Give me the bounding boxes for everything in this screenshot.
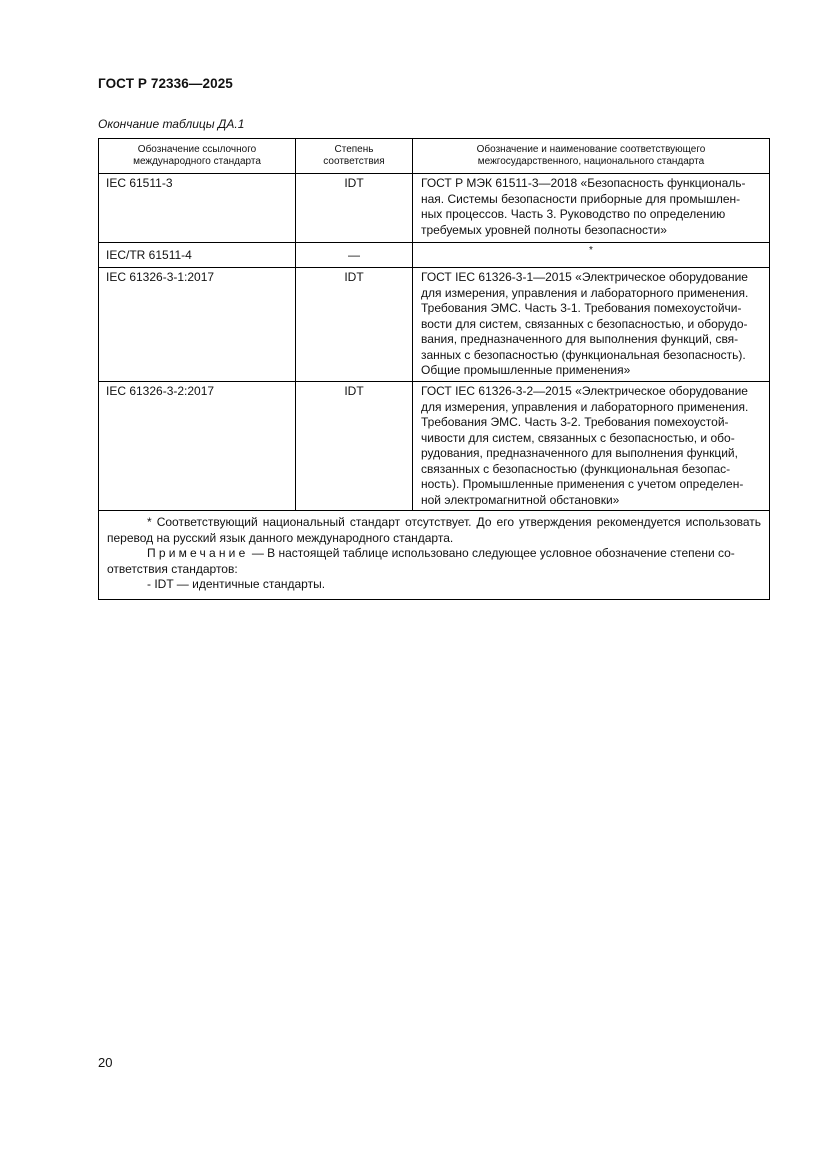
cell-line: ГОСТ IEC 61326-3-1—2015 «Электрическое оборудование [421, 270, 748, 284]
cell-line: ГОСТ IEC 61326-3-2—2015 «Электрическое оборудование [421, 384, 748, 398]
table-header-row [99, 139, 770, 174]
cell-line: Требования ЭМС. Часть 3-1. Требования помехоустойчи- [421, 301, 742, 315]
cell-line: ГОСТ Р МЭК 61511-3—2018 «Безопасность функциональ- [421, 176, 746, 190]
table-footnote-row [99, 511, 770, 600]
cell-line: Общие промышленные применения» [421, 363, 631, 377]
column-header-national-standard: Обозначение и наименование соответствующего межгосударственного, национального стандарта [413, 139, 770, 174]
cell-designation: IEC/TR 61511-4 [99, 243, 296, 268]
cell-designation: IEC 61511-3 [99, 174, 296, 243]
page-number: 20 [98, 1055, 113, 1070]
cell-national-standard-footnote-marker: * [413, 243, 770, 268]
cell-line: связанных с безопасностью (функциональная безопас- [421, 461, 731, 476]
footnote-star-text: * Соответствующий национальный стандарт отсутствует. До его утверждения рекомендуется использовать перевод на русский язык данного международного стандарта. [107, 515, 761, 545]
cell-line: чивости для систем, связанных с безопасностью, и обо- [421, 430, 735, 445]
cell-line: ность). Промышленные применения с учетом определен- [421, 477, 744, 491]
cell-line: занных с безопасностью (функциональная безопасность). [421, 347, 746, 362]
cell-line: вости для систем, связанных с безопасностью, и оборудо- [421, 316, 748, 331]
note-text: — В настоящей таблице использовано следующее условное обозначение степени со- [251, 546, 735, 560]
table-row [99, 382, 770, 511]
cell-line: вания, предназначенного для выполнения функций, свя- [421, 332, 739, 346]
cell-degree: IDT [296, 382, 413, 511]
table-caption: Окончание таблицы ДА.1 [98, 117, 245, 131]
cell-line: ная. Системы безопасности приборные для промышлен- [421, 191, 741, 206]
cell-designation: IEC 61326-3-2:2017 [99, 382, 296, 511]
table-footnote [99, 511, 770, 600]
column-header-designation: Обозначение ссылочного международного стандарта [99, 139, 296, 174]
cell-line: рудования, предназначенного для выполнения функций, [421, 446, 738, 460]
document-code-header: ГОСТ Р 72336—2025 [98, 76, 233, 91]
cell-degree: IDT [296, 174, 413, 243]
cell-national-standard [413, 382, 770, 511]
note-continuation: ответствия стандартов: [107, 561, 238, 576]
cell-degree: — [296, 243, 413, 268]
table-row [99, 243, 770, 268]
note-label: Примечание [147, 546, 249, 560]
note-list-item: - IDT — идентичные стандарты. [147, 577, 326, 591]
standards-table [98, 138, 770, 600]
note-line [107, 546, 761, 562]
cell-designation: IEC 61326-3-1:2017 [99, 268, 296, 382]
cell-line: для измерения, управления и лабораторного применения. [421, 285, 749, 300]
table-row [99, 268, 770, 382]
table-row [99, 174, 770, 243]
cell-line: ных процессов. Часть 3. Руководство по определению [421, 207, 726, 221]
cell-national-standard [413, 174, 770, 243]
column-header-degree: Степень соответствия [296, 139, 413, 174]
cell-line: для измерения, управления и лабораторного применения. [421, 399, 749, 414]
cell-degree: IDT [296, 268, 413, 382]
cell-line: требуемых уровней полноты безопасности» [421, 222, 667, 237]
cell-line: ной электромагнитной обстановки» [421, 492, 620, 507]
cell-national-standard [413, 268, 770, 382]
cell-line: Требования ЭМС. Часть 3-2. Требования помехоустой- [421, 415, 729, 429]
